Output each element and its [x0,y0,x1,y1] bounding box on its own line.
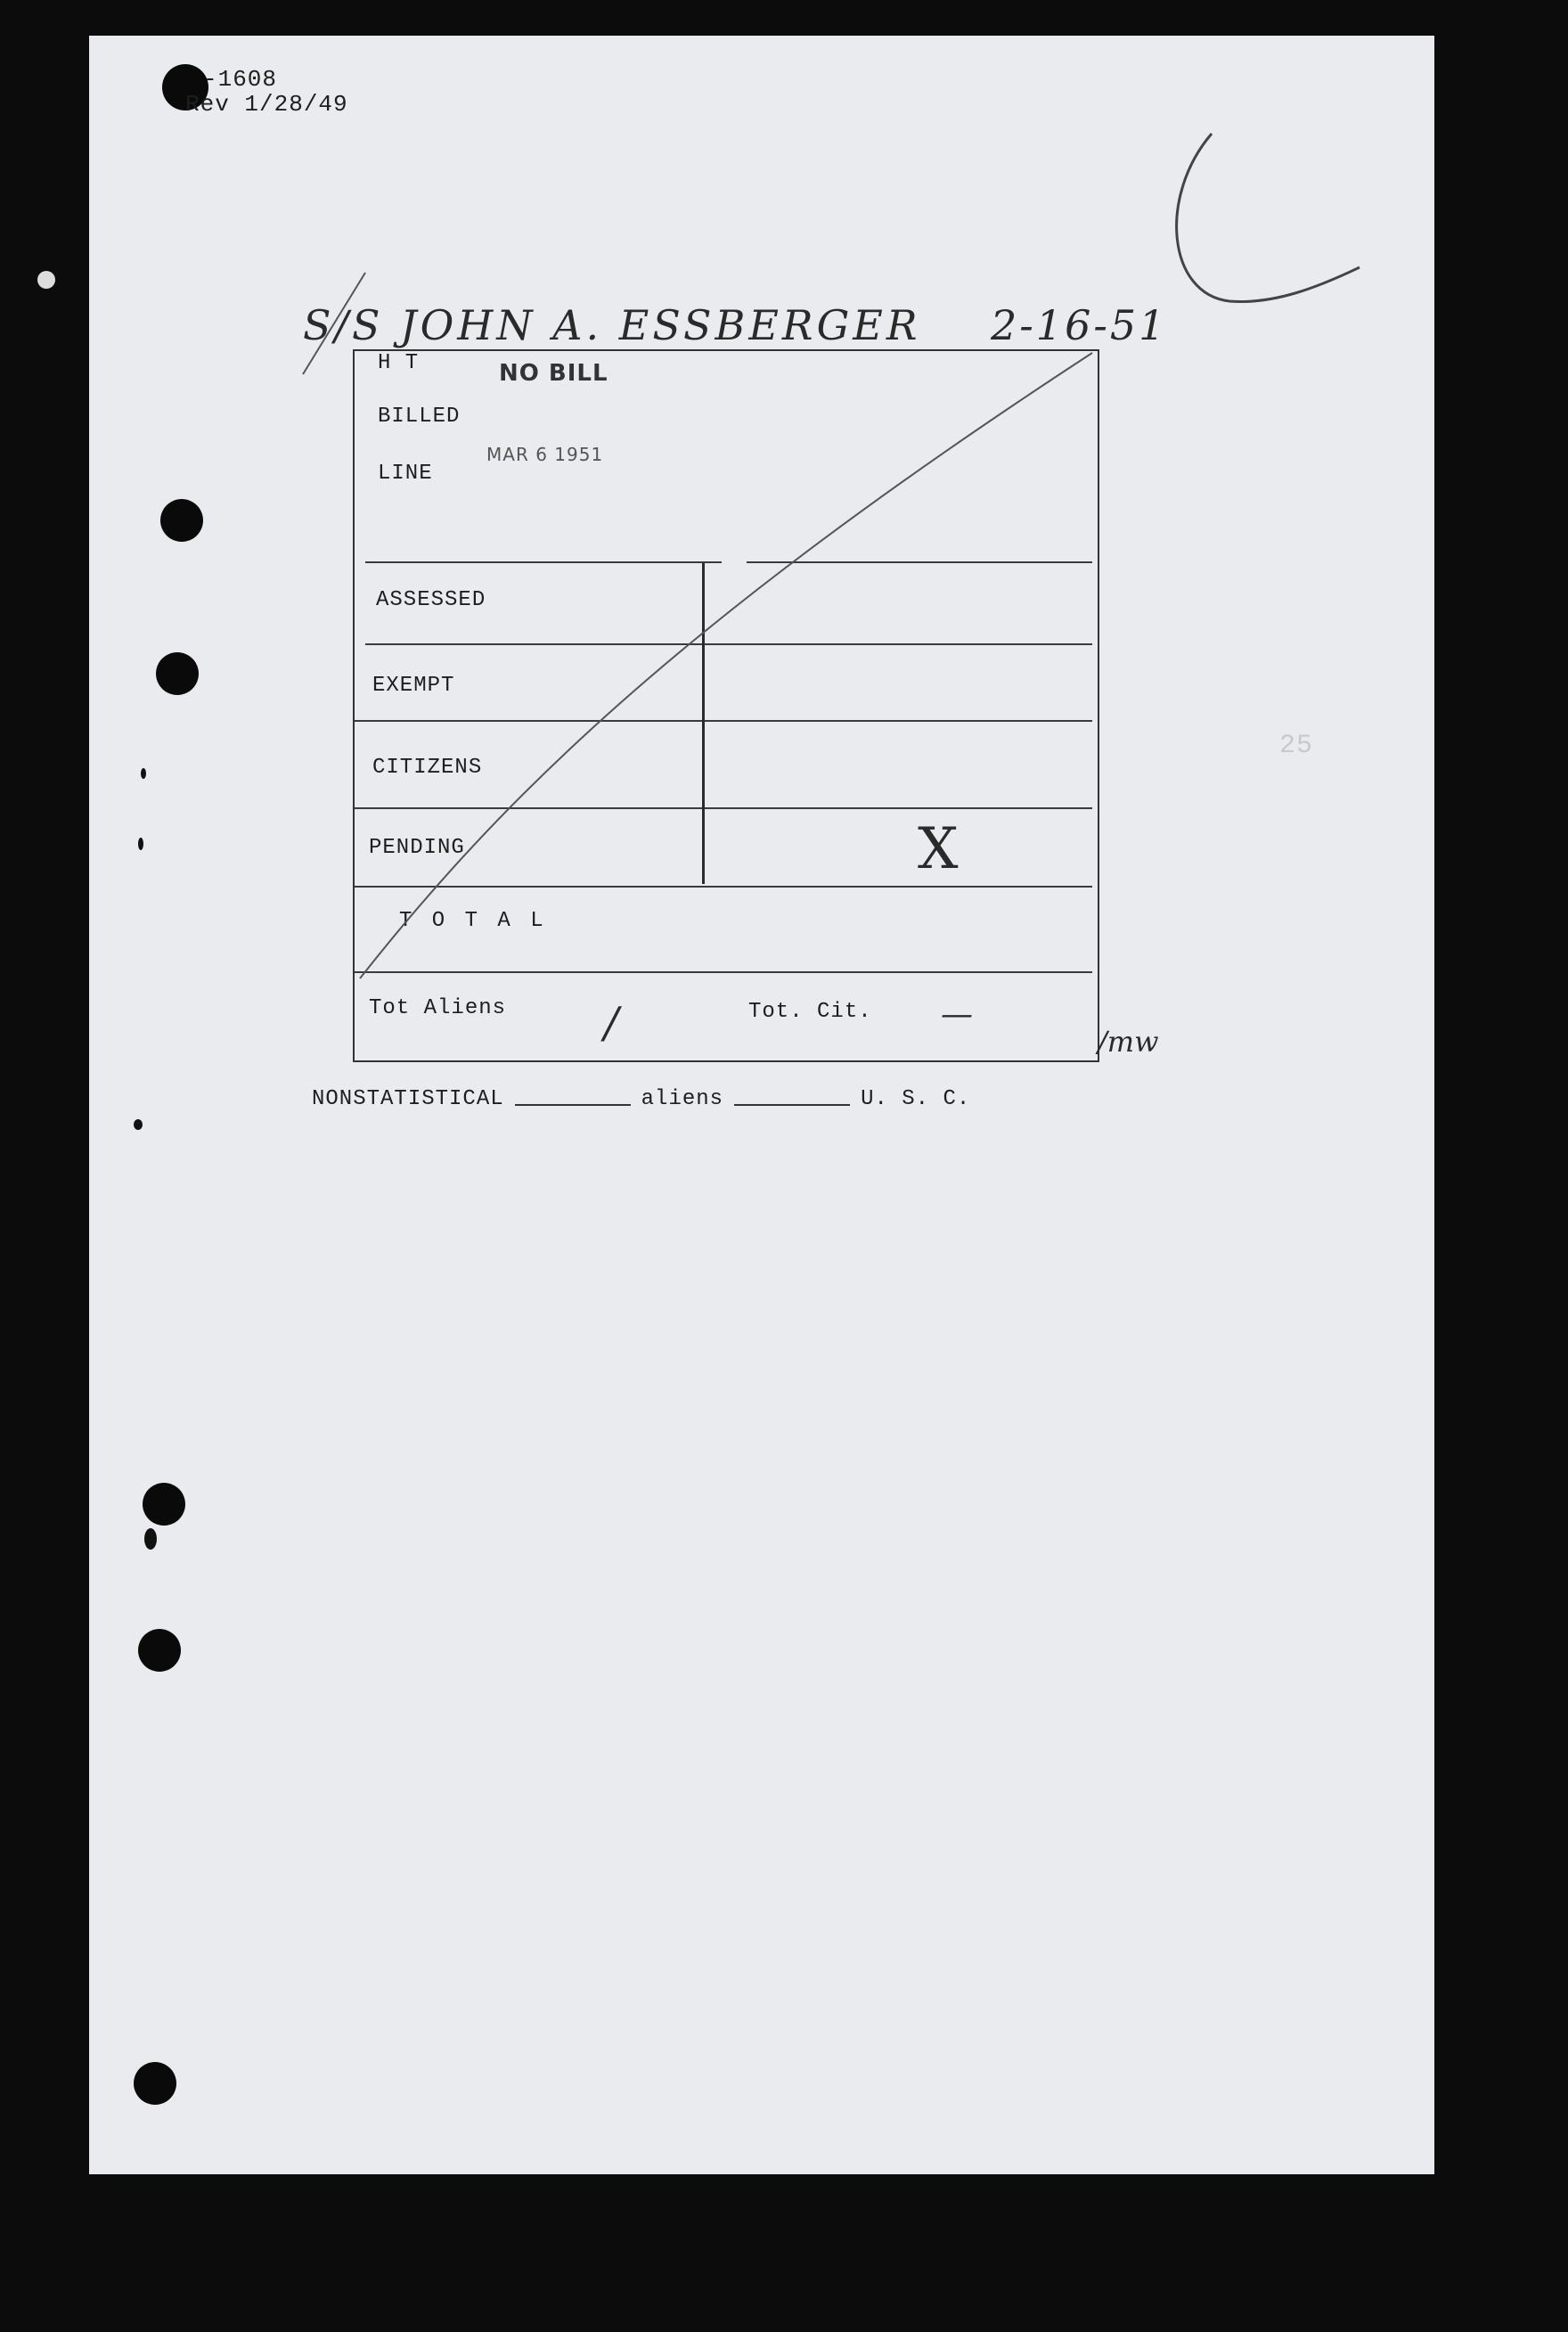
vessel-name: S/S JOHN A. ESSBERGER [303,301,921,349]
divider [355,720,1092,722]
no-bill-stamp: NO BILL [499,360,608,387]
tot-cit-value: — [941,996,973,1033]
line-label: LINE [378,462,433,486]
punch-hole [138,1629,181,1672]
pending-label: PENDING [369,836,465,860]
column-divider [702,563,705,884]
punch-hole [143,1483,185,1526]
speck [144,1528,157,1550]
tot-aliens-value: / [604,998,619,1048]
pending-mark: X [918,816,959,882]
speck [134,1119,143,1130]
divider [365,643,1092,645]
divider [747,561,1092,563]
exempt-label: EXEMPT [372,674,455,698]
total-label: T O T A L [399,909,547,933]
initials: /mw [1098,1025,1159,1059]
nonstatistical-label: NONSTATISTICAL [312,1087,504,1111]
divider [355,886,1092,888]
nonstatistical-line [312,1087,970,1111]
vessel-date: 2-16-51 [991,301,1168,349]
margin-note: 25 [1279,731,1314,761]
divider [365,561,722,563]
assessed-label: ASSESSED [376,588,486,612]
billed-label: BILLED [378,405,461,429]
aliens-blank [734,1104,850,1106]
punch-hole [134,2062,176,2105]
speck [141,768,146,779]
date-stamp: MAR 6 1951 [486,444,604,465]
punch-hole [160,499,203,542]
citizens-label: CITIZENS [372,756,483,780]
speck [37,271,55,289]
aliens-label: aliens [641,1087,724,1111]
punch-hole [156,652,199,695]
speck [138,838,143,850]
divider [355,971,1092,973]
usc-label: U. S. C. [861,1087,971,1111]
nonstatistical-blank [515,1104,631,1106]
tally-box [353,349,1099,1062]
tot-cit-label: Tot. Cit. [748,1000,872,1024]
form-number: -1608 [203,66,278,93]
tot-aliens-label: Tot Aliens [369,996,507,1020]
form-revision: Rev 1/28/49 [185,91,348,118]
divider [355,807,1092,809]
ht-label: H T [378,351,420,375]
